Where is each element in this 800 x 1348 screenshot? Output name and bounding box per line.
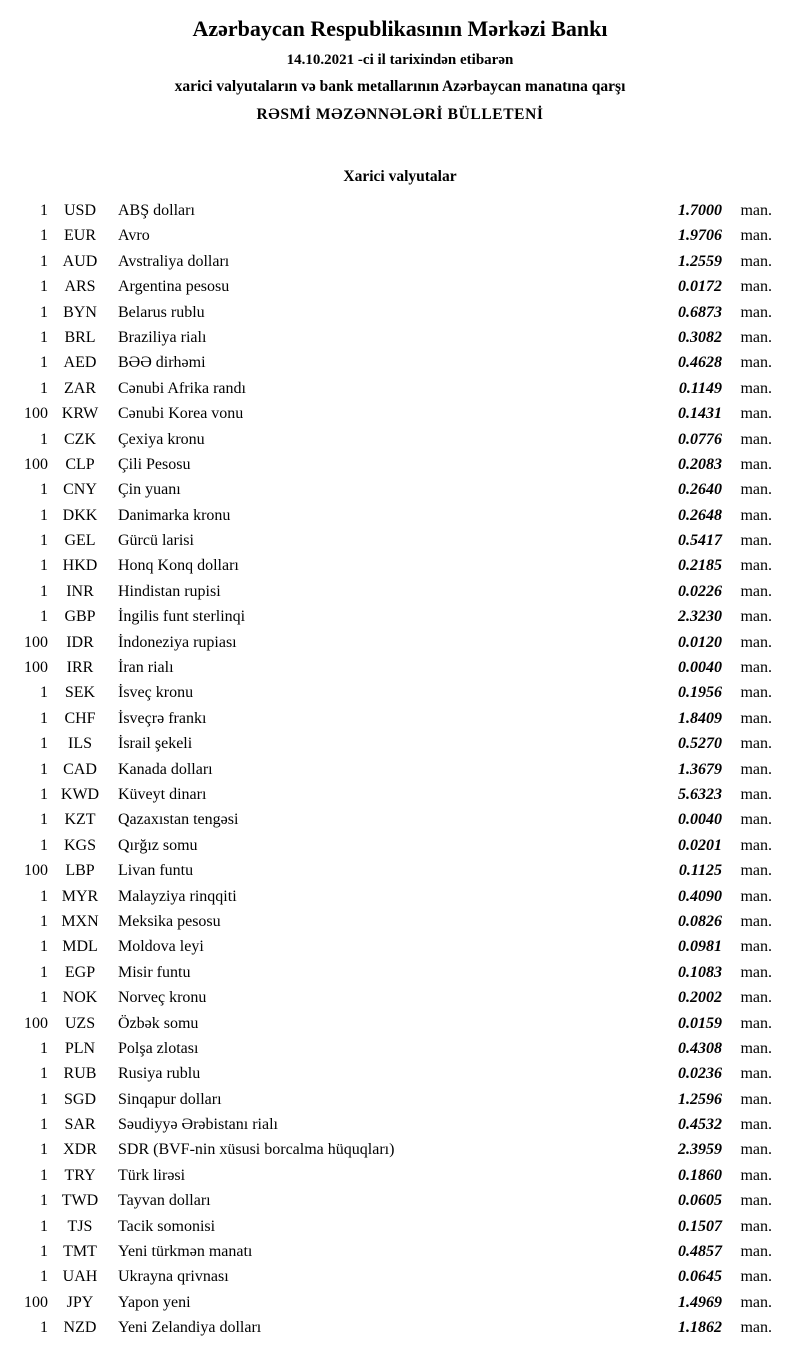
currency-name-cell: İsveç kronu [118,684,194,702]
table-row [12,1290,772,1315]
rate-value-cell: 5.6323 [678,785,722,803]
currency-code-cell: LBP [65,862,95,880]
subtitle-line-2: RƏSMİ MƏZƏNNƏLƏRİ BÜLLETENİ [256,106,544,123]
quantity-cell: 1 [40,608,48,626]
unit-cell: man. [740,1217,772,1235]
currency-code-cell: DKK [62,506,98,524]
table-row [12,1315,772,1340]
quantity-cell: 1 [40,557,48,575]
currency-code-cell: AUD [62,252,98,270]
rate-value-cell: 0.0826 [678,912,722,930]
unit-cell: man. [740,684,772,702]
rate-value-cell: 0.5417 [678,532,722,550]
unit-cell: man. [740,303,772,321]
rate-value-cell: 0.6873 [678,303,722,321]
currency-code-cell: USD [63,202,96,219]
currency-name-cell: Tacik somonisi [118,1217,216,1235]
currency-name-cell: Malayziya rinqqiti [118,887,237,905]
currency-name-cell: Argentina pesosu [118,278,230,296]
table-row [12,1214,772,1239]
rate-value-cell: 0.3082 [678,328,722,346]
currency-code-cell: EUR [64,227,96,245]
unit-cell: man. [740,1166,772,1184]
unit-cell: man. [740,887,772,905]
quantity-cell: 1 [40,202,48,219]
currency-name-cell: Avro [118,227,150,245]
rate-value-cell: 0.1956 [678,684,722,702]
rates-table [0,196,800,1341]
rate-value-cell: 0.0605 [678,1192,722,1210]
quantity-cell: 1 [40,1319,48,1337]
unit-cell: man. [740,912,772,930]
table-row [12,706,772,731]
rate-value-cell: 0.2083 [678,455,722,473]
table-row [12,249,772,274]
currency-name-cell: Tayvan dolları [118,1192,211,1210]
table-row [12,1188,772,1213]
currency-name-cell: İsveçrə frankı [118,709,207,727]
rate-value-cell: 1.9706 [678,227,722,245]
bulletin-header [0,14,800,126]
table-row [12,1011,772,1036]
currency-code-cell: KRW [61,405,99,423]
unit-cell: man. [740,1243,772,1261]
currency-name-cell: Yeni türkmən manatı [118,1243,253,1261]
currency-code-cell: PLN [64,1039,96,1057]
rate-value-cell: 1.8409 [678,709,722,727]
table-row [12,477,772,502]
quantity-cell: 1 [40,709,48,727]
rates-table-body [12,198,772,1341]
rate-value-cell: 1.1862 [678,1319,722,1337]
rate-value-cell: 0.4857 [678,1243,722,1261]
currency-code-cell: INR [66,582,94,600]
quantity-cell: 1 [40,1116,48,1134]
quantity-cell: 1 [40,1243,48,1261]
unit-cell: man. [740,785,772,803]
unit-cell: man. [740,328,772,346]
currency-name-cell: Livan funtu [118,862,194,880]
currency-name-cell: Honq Konq dolları [118,557,239,575]
table-row [12,680,772,705]
currency-name-cell: Ukrayna qrivnası [118,1268,229,1286]
table-row [12,350,772,375]
currency-code-cell: EGP [64,963,96,981]
quantity-cell: 100 [24,1293,48,1311]
quantity-cell: 1 [40,1166,48,1184]
currency-code-cell: TWD [61,1192,99,1210]
quantity-cell: 1 [40,430,48,448]
currency-code-cell: RUB [63,1065,97,1083]
rate-value-cell: 0.0981 [678,938,722,956]
table-row [12,1036,772,1061]
currency-name-cell: Qazaxıstan tengəsi [118,811,239,829]
currency-name-cell: Gürcü larisi [118,532,194,550]
table-row [12,1137,772,1162]
quantity-cell: 1 [40,1090,48,1108]
quantity-cell: 100 [24,405,48,423]
table-row [12,553,772,578]
unit-cell: man. [740,582,772,600]
currency-name-cell: Braziliya rialı [118,328,207,346]
unit-cell: man. [740,379,772,397]
quantity-cell: 1 [40,532,48,550]
currency-code-cell: XDR [63,1141,97,1159]
quantity-cell: 1 [40,379,48,397]
currency-name-cell: Norveç kronu [118,989,207,1007]
table-row [12,401,772,426]
unit-cell: man. [740,760,772,778]
table-row [12,731,772,756]
quantity-cell: 1 [40,938,48,956]
rate-value-cell: 0.2002 [678,989,722,1007]
unit-cell: man. [740,1090,772,1108]
quantity-cell: 100 [24,633,48,651]
rate-value-cell: 0.2640 [678,481,722,499]
quantity-cell: 100 [24,659,48,677]
currency-name-cell: Çexiya kronu [118,430,205,448]
unit-cell: man. [740,1268,772,1286]
currency-name-cell: Danimarka kronu [118,506,231,524]
currency-name-cell: Belarus rublu [118,303,205,321]
unit-cell: man. [740,989,772,1007]
currency-name-cell: Özbək somu [118,1014,199,1032]
currency-code-cell: SEK [64,684,96,702]
table-row [12,985,772,1010]
currency-code-cell: AED [63,354,97,372]
table-row [12,579,772,604]
rate-value-cell: 2.3959 [678,1141,722,1159]
quantity-cell: 100 [24,1014,48,1032]
currency-name-cell: Rusiya rublu [118,1065,201,1083]
currency-code-cell: IRR [66,659,94,677]
unit-cell: man. [740,430,772,448]
currency-code-cell: CHF [64,709,96,727]
rate-value-cell: 0.4532 [678,1116,722,1134]
currency-code-cell: KWD [60,785,100,803]
table-row [12,630,772,655]
quantity-cell: 1 [40,836,48,854]
section-title-foreign-currencies: Xarici valyutalar [343,168,457,185]
table-row [12,427,772,452]
quantity-cell: 1 [40,303,48,321]
unit-cell: man. [740,1065,772,1083]
unit-cell: man. [740,1141,772,1159]
rate-value-cell: 1.2596 [678,1090,722,1108]
currency-name-cell: Səudiyyə Ərəbistanı rialı [118,1116,278,1134]
table-row [12,198,772,223]
table-row [12,934,772,959]
rate-value-cell: 0.4628 [678,354,722,372]
unit-cell: man. [740,354,772,372]
currency-name-cell: Çin yuanı [118,481,181,499]
unit-cell: man. [740,1319,772,1337]
page-title: Azərbaycan Respublikasının Mərkəzi Bankı [192,16,608,41]
unit-cell: man. [740,1116,772,1134]
currency-code-cell: CNY [63,481,97,499]
currency-code-cell: ILS [68,735,92,753]
unit-cell: man. [740,202,772,219]
rate-value-cell: 2.3230 [678,608,722,626]
table-row [12,858,772,883]
table-row [12,223,772,248]
currency-name-cell: İndoneziya rupiası [118,633,237,651]
currency-code-cell: SAR [64,1116,96,1134]
rate-value-cell: 0.2185 [678,557,722,575]
table-row [12,1163,772,1188]
currency-code-cell: CLP [65,455,95,473]
quantity-cell: 1 [40,989,48,1007]
currency-code-cell: HKD [62,557,98,575]
table-row [12,1239,772,1264]
currency-code-cell: CAD [63,760,97,778]
rate-value-cell: 0.0040 [678,811,722,829]
rate-value-cell: 0.0226 [678,582,722,600]
rate-value-cell: 1.4969 [678,1293,722,1311]
table-row [12,960,772,985]
unit-cell: man. [740,1293,772,1311]
unit-cell: man. [740,1014,772,1032]
currency-name-cell: İngilis funt sterlinqi [118,608,246,626]
currency-name-cell: ABŞ dolları [118,202,195,219]
currency-name-cell: Yeni Zelandiya dolları [118,1319,262,1337]
rate-value-cell: 0.0120 [678,633,722,651]
rate-value-cell: 0.0040 [678,659,722,677]
rate-value-cell: 0.0159 [678,1014,722,1032]
table-row [12,909,772,934]
rate-value-cell: 0.1507 [678,1217,722,1235]
unit-cell: man. [740,227,772,245]
table-row [12,274,772,299]
currency-name-cell: Cənubi Afrika randı [118,379,246,397]
table-row [12,757,772,782]
quantity-cell: 100 [24,862,48,880]
quantity-cell: 1 [40,912,48,930]
rate-value-cell: 0.1149 [678,379,722,397]
currency-name-cell: Cənubi Korea vonu [118,405,244,423]
currency-code-cell: GBP [64,608,96,626]
currency-code-cell: BRL [64,328,96,346]
currency-code-cell: TMT [63,1243,97,1261]
currency-name-cell: Misir funtu [118,963,191,981]
unit-cell: man. [740,938,772,956]
currency-name-cell: İsrail şekeli [118,735,193,753]
currency-code-cell: BYN [63,303,97,321]
quantity-cell: 100 [24,455,48,473]
currency-name-cell: Yapon yeni [118,1293,191,1311]
currency-code-cell: UZS [64,1014,96,1032]
currency-code-cell: JPY [66,1293,94,1311]
rate-value-cell: 0.4090 [678,887,722,905]
quantity-cell: 1 [40,227,48,245]
quantity-cell: 1 [40,785,48,803]
rate-value-cell: 0.1431 [678,405,722,423]
table-row [12,503,772,528]
currency-code-cell: ARS [64,278,96,296]
unit-cell: man. [740,862,772,880]
currency-name-cell: SDR (BVF-nin xüsusi borcalma hüquqları) [118,1141,395,1159]
currency-code-cell: MXN [61,912,99,930]
quantity-cell: 1 [40,1039,48,1057]
subtitle-line-1: xarici valyutaların və bank metallarının Azərbaycan manatına qarşı [174,78,626,95]
currency-code-cell: MYR [61,887,99,905]
quantity-cell: 1 [40,1217,48,1235]
rate-value-cell: 0.0645 [678,1268,722,1286]
currency-name-cell: Kanada dolları [118,760,213,778]
table-row [12,325,772,350]
unit-cell: man. [740,633,772,651]
table-row [12,1112,772,1137]
rate-value-cell: 0.0776 [678,430,722,448]
quantity-cell: 1 [40,1065,48,1083]
currency-code-cell: SGD [63,1090,96,1108]
currency-name-cell: Sinqapur dolları [118,1090,222,1108]
table-row [12,807,772,832]
quantity-cell: 1 [40,760,48,778]
effective-date-line: 14.10.2021 -ci il tarixindən etibarən [286,52,514,68]
quantity-cell: 1 [40,1192,48,1210]
quantity-cell: 1 [40,1268,48,1286]
currency-code-cell: NZD [63,1319,97,1337]
rate-value-cell: 0.0172 [678,278,722,296]
table-row [12,1264,772,1289]
currency-name-cell: Qırğız somu [118,836,198,854]
currency-name-cell: Hindistan rupisi [118,582,221,600]
currency-name-cell: Küveyt dinarı [118,785,207,803]
unit-cell: man. [740,1192,772,1210]
rate-value-cell: 0.0236 [678,1065,722,1083]
unit-cell: man. [740,252,772,270]
currency-code-cell: MDL [62,938,98,956]
currency-name-cell: Polşa zlotası [118,1039,199,1057]
rate-value-cell: 0.1125 [678,862,722,880]
currency-code-cell: KGS [63,836,96,854]
table-row [12,452,772,477]
table-row [12,1061,772,1086]
unit-cell: man. [740,659,772,677]
rate-value-cell: 1.2559 [678,252,722,270]
currency-code-cell: KZT [64,811,96,829]
unit-cell: man. [740,506,772,524]
currency-code-cell: TJS [67,1217,93,1235]
quantity-cell: 1 [40,506,48,524]
quantity-cell: 1 [40,1141,48,1159]
quantity-cell: 1 [40,582,48,600]
quantity-cell: 1 [40,735,48,753]
currency-code-cell: CZK [64,430,96,448]
quantity-cell: 1 [40,887,48,905]
currency-name-cell: Türk lirəsi [118,1166,186,1184]
quantity-cell: 1 [40,328,48,346]
quantity-cell: 1 [40,354,48,372]
unit-cell: man. [740,1039,772,1057]
currency-name-cell: Avstraliya dolları [118,252,230,270]
rate-value-cell: 1.7000 [678,202,722,219]
currency-code-cell: IDR [66,633,94,651]
currency-code-cell: ZAR [64,379,96,397]
table-row [12,376,772,401]
rate-value-cell: 0.5270 [678,735,722,753]
unit-cell: man. [740,455,772,473]
unit-cell: man. [740,836,772,854]
table-row [12,782,772,807]
quantity-cell: 1 [40,252,48,270]
table-row [12,528,772,553]
table-row [12,604,772,629]
currency-code-cell: NOK [62,989,98,1007]
unit-cell: man. [740,278,772,296]
table-row [12,884,772,909]
quantity-cell: 1 [40,684,48,702]
table-row [12,833,772,858]
currency-name-cell: BƏƏ dirhəmi [118,354,206,372]
rate-value-cell: 1.3679 [678,760,722,778]
unit-cell: man. [740,735,772,753]
rate-value-cell: 0.1860 [678,1166,722,1184]
rate-value-cell: 0.4308 [678,1039,722,1057]
unit-cell: man. [740,481,772,499]
currency-name-cell: Meksika pesosu [118,912,221,930]
currency-name-cell: Çili Pesosu [118,455,191,473]
quantity-cell: 1 [40,963,48,981]
unit-cell: man. [740,405,772,423]
currency-code-cell: GEL [64,532,96,550]
unit-cell: man. [740,532,772,550]
currency-code-cell: TRY [64,1166,96,1184]
currency-name-cell: İran rialı [118,659,174,677]
quantity-cell: 1 [40,278,48,296]
unit-cell: man. [740,608,772,626]
currency-name-cell: Moldova leyi [118,938,204,956]
quantity-cell: 1 [40,481,48,499]
unit-cell: man. [740,557,772,575]
table-row [12,655,772,680]
rate-value-cell: 0.0201 [678,836,722,854]
rate-value-cell: 0.2648 [678,506,722,524]
rate-value-cell: 0.1083 [678,963,722,981]
unit-cell: man. [740,709,772,727]
quantity-cell: 1 [40,811,48,829]
unit-cell: man. [740,811,772,829]
unit-cell: man. [740,963,772,981]
table-row [12,1087,772,1112]
currency-code-cell: UAH [62,1268,98,1286]
table-row [12,300,772,325]
